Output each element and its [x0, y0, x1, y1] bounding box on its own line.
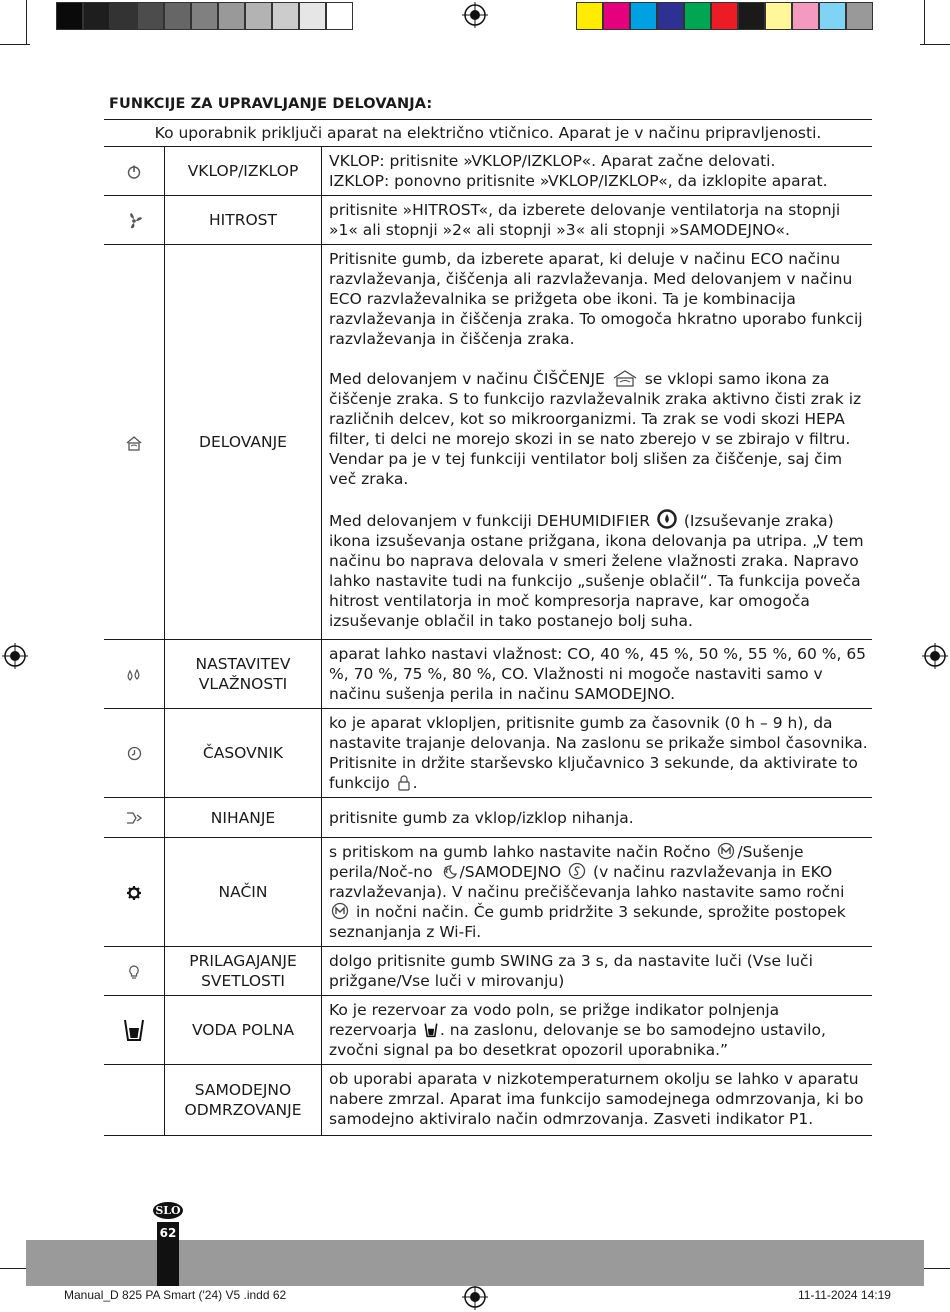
crop-mark — [920, 44, 950, 45]
swing-icon — [125, 810, 143, 826]
table-row — [104, 147, 872, 196]
description-text: s pritiskom na gumb lahko nastavite način Ročno — [329, 843, 711, 861]
table-row — [104, 838, 872, 947]
mode-gear-icon — [126, 885, 142, 901]
color-swatch — [711, 2, 738, 30]
registration-mark-icon — [2, 643, 28, 669]
description-text: ob uporabi aparata v nizkotemperaturnem okolju se lahko v aparatu nabere zmrzal. Aparat ima funkcijo samodejnega odmrzovanja, ki bo samodejno aktiviralo način odmrzovanja. Zasveti indikator P1. — [322, 1065, 873, 1136]
table-row — [104, 947, 872, 996]
description-text: /SAMODEJNO — [459, 863, 562, 881]
water-tank-icon — [123, 1018, 145, 1042]
intro-text: Ko uporabnik priključi aparat na električno vtičnico. Aparat je v načinu pripravljenosti. — [104, 119, 872, 147]
table-row — [104, 196, 872, 245]
dehumidifier-icon — [657, 509, 677, 529]
page-number-tab — [157, 1222, 179, 1286]
table-row — [104, 798, 872, 838]
table-row — [104, 640, 872, 709]
language-badge: SLO — [153, 1202, 183, 1219]
footer-date: 11-11-2024 14:19 — [798, 1288, 891, 1302]
table-row — [104, 709, 872, 798]
power-icon — [126, 164, 142, 180]
color-swatch — [56, 2, 83, 30]
description-text: (Izsuševanje zraka) ikona izsuševanja ostane prižgana, ikona delovanja pa utripa. „V tem načinu bo naprava delovala v smeri želene vlažnosti zraka. Napravo lahko nastavite tudi na funkcijo „sušenje oblačil“. Ta funkcija poveča hitrost ventilatorja in moč kompresorja naprave, kar omogoča izsuševanje oblačil in tako postanejo bolj suha. — [329, 512, 864, 630]
function-name: PRILAGAJANJE SVETLOSTI — [165, 947, 322, 996]
color-swatch — [792, 2, 819, 30]
color-swatch — [576, 2, 603, 30]
function-name: ČASOVNIK — [165, 709, 322, 798]
night-mode-icon — [440, 864, 458, 880]
table-row — [104, 245, 872, 640]
description-text: in nočni način. Če gumb pridržite 3 sekunde, sprožite postopek seznanjanja z Wi-Fi. — [329, 903, 846, 941]
auto-mode-icon — [568, 862, 586, 880]
page-number: 62 — [159, 1226, 177, 1240]
function-name: DELOVANJE — [165, 245, 322, 640]
description-text: pritisnite gumb za vklop/izklop nihanja. — [322, 798, 873, 838]
function-name: SAMODEJNO ODMRZOVANJE — [165, 1065, 322, 1136]
color-swatch — [684, 2, 711, 30]
description-text: se vklopi samo ikona za čiščenje zraka. S to funkcijo razvlaževalnik zraka aktivno čisti zrak iz različnih delcev, kot so mikroorganizmi. Ta zrak se vodi skozi HEPA filter, ti delci ne morejo skozi in se nato zberejo v se zbirajo v filtru. Vendar pa je v tej funkciji ventilator bolj slišen za čiščenje, saj čim več zraka. — [329, 370, 862, 488]
color-swatch — [164, 2, 191, 30]
description-text: pritisnite »HITROST«, da izberete delovanje ventilatorja na stopnji »1« ali stopnji »2« ali stopnji »3« ali stopnji »SAMODEJNO«. — [322, 196, 873, 245]
color-swatch — [110, 2, 137, 30]
color-swatch — [738, 2, 765, 30]
clock-icon — [127, 746, 142, 761]
description-paragraph — [329, 509, 868, 631]
description-text: Pritisnite gumb, da izberete aparat, ki deluje v načinu ECO načinu razvlaževanja, čiščenja ali razvlaževanja. Med delovanjem v načinu ECO razvlaževalnika se prižgeta obe ikoni. Ta je kombinacija razvlaževanja in čiščenja zraka. To omogoča hkratno uporabo funkcij razvlaževanja in čiščenja zraka. — [329, 250, 863, 348]
color-swatch — [83, 2, 110, 30]
color-swatch — [630, 2, 657, 30]
description-text: . — [412, 774, 418, 792]
function-name: NASTAVITEV VLAŽNOSTI — [165, 640, 322, 709]
footer-file-name: Manual_D 825 PA Smart ('24) V5 .indd 62 — [64, 1288, 287, 1302]
registration-mark-icon — [462, 2, 488, 28]
purify-house-icon — [612, 369, 638, 387]
crop-mark — [920, 1268, 950, 1269]
color-swatch — [272, 2, 299, 30]
description-text: . na zaslonu, delovanje se bo samodejno ustavilo, zvočni signal pa bo desetkrat opozoril uporabnika.” — [329, 1021, 826, 1059]
description-text: /Sušenje perila/Noč-no — [329, 843, 804, 881]
crop-mark — [0, 44, 30, 45]
manual-mode-icon — [331, 902, 349, 920]
fan-icon — [125, 212, 143, 230]
color-swatch — [603, 2, 630, 30]
color-swatch — [765, 2, 792, 30]
table-row — [104, 996, 872, 1065]
function-name: NIHANJE — [165, 798, 322, 838]
description-text: Ko je rezervoar za vodo poln, se prižge indikator polnjenja rezervoarja — [329, 1001, 780, 1039]
color-swatch — [657, 2, 684, 30]
registration-mark-icon — [922, 643, 948, 669]
function-name: VKLOP/IZKLOP — [165, 147, 322, 196]
humidity-icon — [125, 668, 143, 682]
color-swatch — [819, 2, 846, 30]
color-swatch — [191, 2, 218, 30]
manual-mode-icon — [717, 842, 735, 860]
description-paragraph — [329, 369, 868, 489]
registration-mark-icon — [462, 1284, 488, 1310]
color-swatch — [218, 2, 245, 30]
description-text: aparat lahko nastavi vlažnost: CO, 40 %, 45 %, 50 %, 55 %, 60 %, 65 %, 70 %, 75 %, 80 %, CO. Vlažnosti ni mogoče nastaviti samo v načinu sušenja perila in načinu SAMODEJNO. — [322, 640, 873, 709]
color-swatch — [326, 2, 353, 30]
color-swatch — [245, 2, 272, 30]
section-heading: FUNKCIJE ZA UPRAVLJANJE DELOVANJA: — [109, 96, 433, 112]
water-tank-icon — [424, 1022, 438, 1038]
house-icon — [125, 435, 143, 451]
function-name: NAČIN — [165, 838, 322, 947]
light-bulb-icon — [127, 964, 141, 980]
description-text: dolgo pritisnite gumb SWING za 3 s, da nastavite luči (Vse luči prižgane/Vse luči v mirovanju) — [322, 947, 873, 996]
description-text: VKLOP: pritisnite »VKLOP/IZKLOP«. Aparat začne delovati. — [329, 152, 776, 170]
child-lock-icon — [397, 775, 411, 791]
function-name: VODA POLNA — [165, 996, 322, 1065]
function-name: HITROST — [165, 196, 322, 245]
crop-mark — [26, 0, 27, 44]
description-text: IZKLOP: ponovno pritisnite »VKLOP/IZKLOP«, da izklopite aparat. — [329, 172, 828, 190]
crop-mark — [924, 0, 925, 44]
color-swatch — [299, 2, 326, 30]
color-swatch — [137, 2, 164, 30]
description-text: ko je aparat vklopljen, pritisnite gumb za časovnik (0 h – 9 h), da nastavite trajanje delovanja. Na zaslonu se prikaže simbol časovnika. Pritisnite in držite starševsko ključavnico 3 sekunde, da aktivirate to funkcijo — [329, 714, 868, 792]
functions-table — [104, 147, 872, 1136]
color-swatch — [846, 2, 873, 30]
description-text: (v načinu razvlaževanja in EKO razvlaževanja). V načinu prečiščevanja lahko nastavite samo ročni — [329, 863, 845, 901]
table-row — [104, 1065, 872, 1136]
description-text: Med delovanjem v načinu ČIŠČENJE — [329, 370, 605, 388]
description-text: Med delovanjem v funkciji DEHUMIDIFIER — [329, 512, 650, 530]
